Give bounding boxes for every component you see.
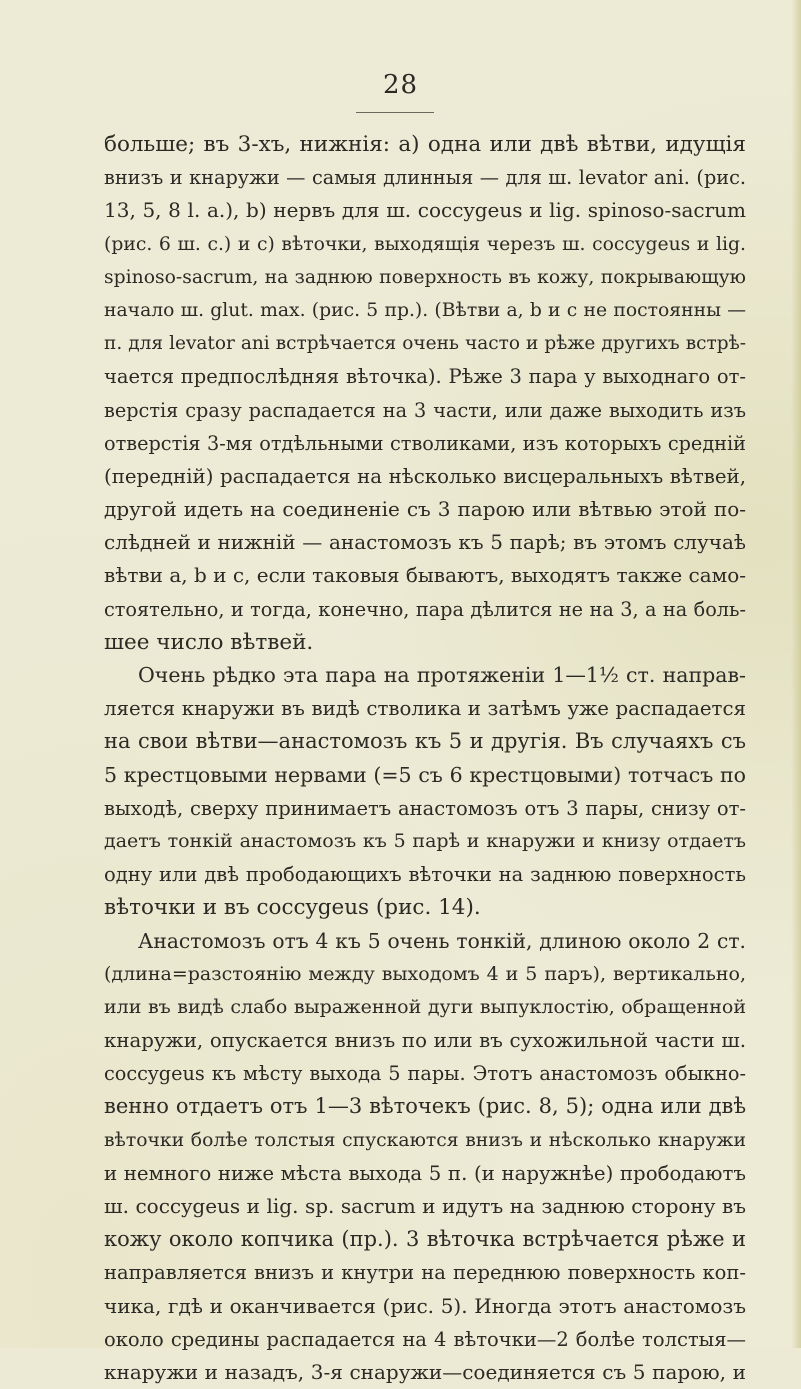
text-line: вѣточки болѣе толстыя спускаются внизъ и нѣсколько кнаружи — [104, 1129, 746, 1151]
text-line: п. для levator ani встрѣчается очень часто и рѣже другихъ встрѣ- — [104, 333, 746, 355]
text-line: кожу около копчика (пр.). 3 вѣточка встрѣчается рѣже и — [104, 1227, 746, 1252]
text-line: ляется кнаружи въ видѣ стволика и затѣмъ уже распадается — [104, 697, 746, 721]
text-line: верстія сразу распадается на 3 части, или даже выходить изъ — [104, 398, 746, 422]
text-line: кнаружи и назадъ, 3-я снаружи—соединяется съ 5 парою, и — [104, 1359, 746, 1384]
text-line: стоятельно, и тогда, конечно, пара дѣлится не на 3, а на боль- — [104, 597, 746, 621]
text-line: направляется внизъ и кнутри на переднюю поверхность коп- — [104, 1261, 746, 1285]
text-line: даетъ тонкій анастомозъ къ 5 парѣ и кнаружи и книзу отдаетъ — [104, 829, 746, 852]
text-line: венно отдаетъ отъ 1—3 вѣточекъ (рис. 8, 5); одна или двѣ — [104, 1094, 746, 1119]
text-line: (рис. 6 ш. с.) и с) вѣточки, выходящія черезъ ш. coccygeus и lig. — [104, 233, 746, 255]
text-line: другой идеть на соединеніе съ 3 парою или вѣтвью этой по- — [104, 497, 746, 522]
text-line: spinoso-sacrum, на заднюю поверхность въ кожу, покрывающую — [104, 266, 746, 288]
text-line: больше; въ 3-хъ, нижнія: а) одна или двѣ вѣтви, идущія — [104, 132, 746, 157]
text-line: на свои вѣтви—анастомозъ къ 5 и другія. Въ случаяхъ съ — [104, 729, 746, 754]
text-line: внизъ и кнаружи — самыя длинныя — для ш. levator ani. (рис. — [104, 166, 746, 190]
text-line: ш. coccygeus и lig. sp. sacrum и идутъ на заднюю сторону въ — [104, 1194, 746, 1218]
text-line: слѣдней и нижній — анастомозъ къ 5 парѣ; въ этомъ случаѣ — [104, 530, 746, 555]
text-line: одну или двѣ прободающихъ вѣточки на заднюю поверхность — [104, 863, 746, 887]
text-line: начало ш. glut. max. (рис. 5 пр.). (Вѣтви а, b и с не постоянны — — [104, 299, 746, 321]
text-line: (длина=разстоянію между выходомъ 4 и 5 паръ), вертикально, — [104, 962, 746, 985]
text-line: выходѣ, сверху принимаетъ анастомозъ отъ 3 пары, снизу от- — [104, 796, 746, 820]
text-line: чика, гдѣ и оканчивается (рис. 5). Иногда этотъ анастомозъ — [104, 1293, 746, 1318]
text-line: отверстія 3-мя отдѣльными стволиками, изъ которыхъ средній — [104, 431, 746, 455]
text-line: и немного ниже мѣста выхода 5 п. (и наружнѣе) прободаютъ — [104, 1161, 746, 1185]
text-line: 13, 5, 8 l. a.), b) нервъ для ш. coccygeus и lig. spinoso-sacrum — [104, 198, 746, 223]
body-text — [104, 128, 746, 1389]
text-line: (передній) распадается на нѣсколько висцеральныхъ вѣтвей, — [104, 464, 746, 488]
page-number: 28 — [382, 70, 419, 100]
text-line: чается предпослѣдняя вѣточка). Рѣже 3 пара у выходнаго от- — [104, 365, 746, 389]
text-line: Очень рѣдко эта пара на протяженіи 1—1½ ст. направ- — [138, 663, 746, 687]
text-line: Анастомозъ отъ 4 къ 5 очень тонкій, длиною около 2 ст. — [138, 928, 746, 953]
text-line: или въ видѣ слабо выраженной дуги выпуклостію, обращенной — [104, 995, 746, 1018]
page-number-rule — [356, 112, 434, 113]
text-line: около средины распадается на 4 вѣточки—2 болѣе толстыя— — [104, 1327, 746, 1351]
text-line: шее число вѣтвей. — [104, 629, 314, 655]
text-line: вѣточки и въ coccygeus (рис. 14). — [104, 895, 481, 921]
text-line: 5 крестцовыми нервами (=5 съ 6 крестцовыми) тотчасъ по — [104, 762, 746, 787]
text-line: вѣтви а, b и с, если таковыя бываютъ, выходятъ также само- — [104, 563, 747, 588]
text-line: coccygeus къ мѣсту выхода 5 пары. Этотъ анастомозъ обыкно- — [104, 1062, 746, 1086]
page-edge-shadow — [791, 0, 801, 1348]
text-line: кнаружи, опускается внизъ по или въ сухожильной части ш. — [104, 1029, 746, 1053]
